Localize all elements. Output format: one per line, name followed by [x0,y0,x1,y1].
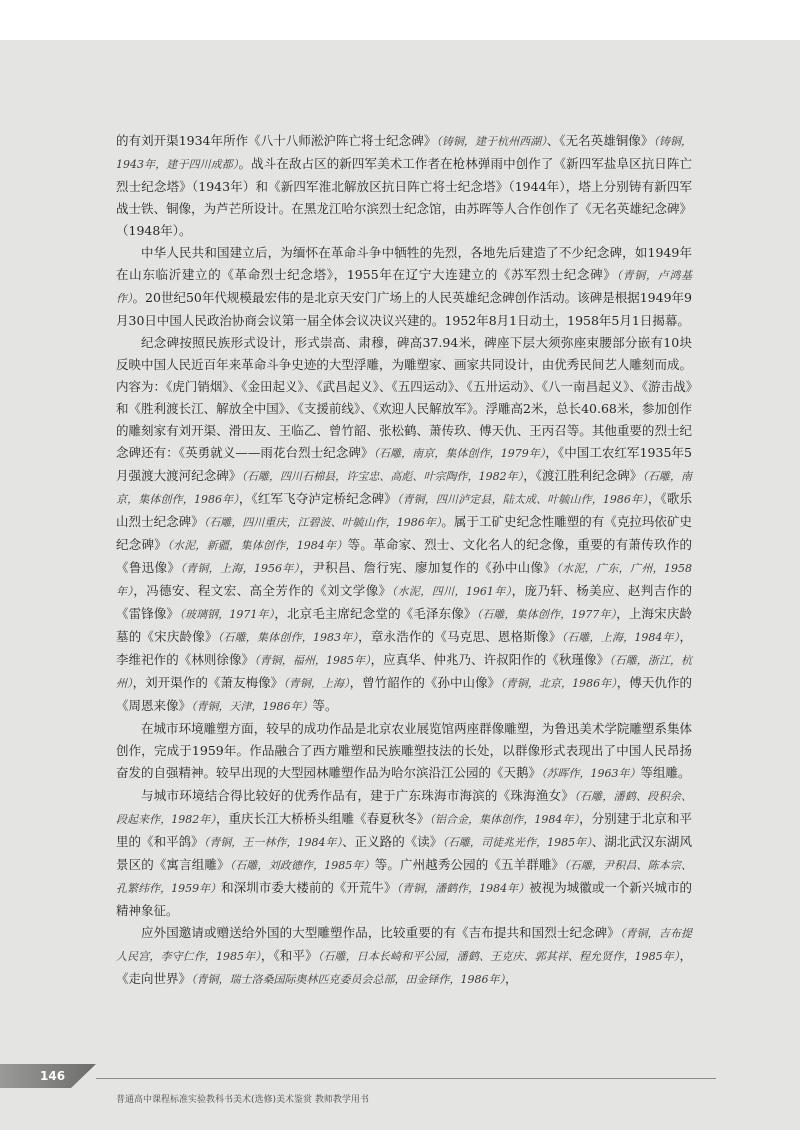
text-run: ，北京毛主席纪念堂的《毛泽东像》 [274,606,477,621]
work-note: （石雕，上海，1984年） [561,631,680,644]
footer-divider [96,1078,716,1079]
text-run: ，《渡江胜利纪念碑》 [523,468,643,483]
work-note: （青铜，上海，1956年） [180,562,300,575]
text-run: ，分别建于北京和平里的《和平鸽》 [116,811,692,849]
text-run: 等。革命家、烈士、文化名人的纪念像，重要的有萧传玖作的《鲁迅像》 [116,537,692,575]
text-run: ，李维祀作的《林则徐像》 [116,629,692,667]
page-number: 146 [40,1069,66,1083]
text-run: ，冯德安、程文宏、高全芳作的《刘文学像》 [133,583,392,598]
text-run: 与城市环境结合得比较好的优秀作品有，建于广东珠海市海滨的《珠海渔女》 [141,788,575,803]
text-run: 、正义路的《读》 [342,834,443,849]
work-note: （铝合金，集体创作，1984年） [429,813,580,826]
text-run: 被视为城徽或一个新兴城市的精神象征。 [116,880,692,918]
text-run: 和深圳市委大楼前的《开荒牛》 [221,880,397,895]
paragraph [116,242,692,332]
book-page [0,40,800,1130]
text-run: ，傅天仇作的《周恩来像》 [116,675,692,713]
text-run: ， [505,971,518,986]
text-run: ，曾竹韶作的《孙中山像》 [349,675,501,690]
work-note: （苏晖作，1963年） [541,767,641,780]
work-note: （石雕，集体创作，1983年） [217,631,359,644]
paragraph [116,718,692,785]
text-run: ，应真华、仲兆乃、许叔阳作的《秋瑾像》 [370,652,610,667]
text-run: 。20世纪50年代规模最宏伟的是北京天安门广场上的人民英雄纪念碑创作活动。该碑是根据1949年9月30日中国人民政治协商会议第一届全体会议决议兴建的。1952年8月1日动土，1958年5月1日揭幕。 [116,290,693,328]
text-run: 的有刘开渠1934年所作《八十八师淞沪阵亡将士纪念碑》 [116,133,437,148]
work-note: （青铜，北京，1986年） [500,677,617,690]
work-note: （石雕，南京，集体创作，1986年） [116,470,692,506]
work-note: （石雕，南京，集体创作，1979年） [373,447,546,460]
work-note: （石雕，潘鹤、段积余、段起来作，1982年） [116,790,692,826]
text-run: ，《走向世界》 [116,948,692,986]
text-run: ，《和平》 [260,948,318,963]
text-run: 在城市环境雕塑方面，较早的成功作品是北京农业展览馆两座群像雕塑，为鲁迅美术学院雕塑系集体创作，完成于1959年。作品融合了西方雕塑和民族雕塑技法的长处，以群像形式表现出了中国人民昂扬奋发的自强精神。较早出现的大型园林雕塑作品为哈尔滨沿江公园的《天鹅》 [116,721,692,780]
work-note: （青铜，吉布提人民宫，李守仁作，1985年） [116,927,692,963]
footer-book-title: 普通高中课程标准实验教科书美术(选修)美术鉴赏 教师教学用书 [116,1095,369,1105]
text-run: 、湖北武汉东湖风景区的《寓言组雕》 [116,834,692,872]
work-note: （石雕，四川石棉县，许宝忠、高彪、叶宗陶作，1982年） [241,470,524,483]
text-run: 、《无名英雄铜像》 [546,133,654,148]
work-note: （石雕，四川重庆，江碧波、叶毓山作，1986年） [203,516,442,529]
text-run: 。战斗在敌占区的新四军美术工作者在枪林弹雨中创作了《新四军盐阜区抗日阵亡烈士纪念塔》（1943年）和《新四军淮北解放区抗日阵亡将士纪念塔》（1944年），塔上分别铸有新四军战士铁、铜像，为芦芒所设计。在黑龙江哈尔滨烈士纪念馆，由苏晖等人合作创作了《无名英雄纪念碑》（1948年）。 [116,156,692,238]
paragraph [116,130,692,242]
work-note: （石雕，司徒兆光作，1985年） [442,836,592,849]
body-text [116,130,692,991]
work-note: （水泥，新疆，集体创作，1984年） [167,539,348,552]
work-note: （青铜，潘鹤作，1984年） [396,882,530,895]
text-run: ，《中国工农红军1935年5月强渡大渡河纪念碑》 [116,445,692,483]
text-run: ，重庆长江大桥桥头组雕《春夏秋冬》 [215,811,430,826]
text-run: ，《歌乐山烈士纪念碑》 [116,491,692,529]
text-run: 。属于工矿史纪念性雕塑的有《克拉玛依矿史纪念碑》 [116,514,692,552]
work-note: （青铜，瑞士洛桑国际奥林匹克委员会总部，田金铎作，1986年） [191,973,506,986]
text-run: 应外国邀请或赠送给外国的大型雕塑作品，比较重要的有《吉布提共和国烈士纪念碑》 [141,925,620,940]
work-note: （石雕，浙江，杭州） [116,654,692,690]
work-note: （石雕，尹积昌、陈本宗、孔繁纬作，1959年） [116,859,692,895]
work-note: （玻璃钢，1971年） [179,608,275,621]
work-note: （水泥，广东，广州，1958年） [116,562,692,598]
work-note: （青铜，天津，1986年） [191,700,313,713]
work-note: （铸铜，1943年，建于四川成都） [116,135,692,171]
work-note: （铸铜，建于杭州西湖） [436,135,547,148]
text-run: ，尹积昌、詹行宪、廖加复作的《孙中山像》 [299,560,557,575]
work-note: （石雕，日本长崎和平公园，潘鹤、王克庆、郭其祥、程允贤作，1985年） [317,950,680,963]
work-note: （水泥，四川，1961年） [391,585,512,598]
text-run: 中华人民共和国建立后，为缅怀在革命斗争中牺牲的先烈，各地先后建造了不少纪念碑，如1949年在山东临沂建立的《革命烈士纪念塔》，1955年在辽宁大连建立的《苏军烈士纪念碑》 [116,245,692,282]
text-run: 等。广州越秀公园的《五羊群雕》 [374,857,565,872]
text-run: ，上海宋庆龄墓的《宋庆龄像》 [116,606,692,644]
text-run: 等。 [312,698,338,713]
paragraph [116,332,692,718]
text-run: ，庞乃轩、杨美应、赵判吉作的《雷锋像》 [116,583,692,621]
work-note: （青铜，福州，1985年） [254,654,371,667]
text-run: ，章永浩作的《马克思、恩格斯像》 [358,629,562,644]
work-note: （青铜，卢鸿基作） [116,269,692,305]
text-run: ，刘开渠作的《萧友梅像》 [132,675,284,690]
work-note: （青铜，四川泸定县，陆太成、叶毓山作，1986年） [396,493,648,506]
text-run: 纪念碑按照民族形式设计，形式崇高、肃穆，碑高37.94米，碑座下层大须弥座束腰部分嵌有10块反映中国人民近百年来革命斗争史迹的大型浮雕，为雕塑家、画家共同设计，由优秀民间艺人雕刻而成。内容为：《虎门销烟》、《金田起义》、《武昌起义》、《五四运动》、《五卅运动》、《八一南昌起义》、《游击战》和《胜利渡长江、解放全中国》、《支援前线》、《欢迎人民解放军》。浮雕高2米，总长40.68米，参加创作的雕刻家有刘开渠、滑田友、王临乙、曾竹韶、张松鹤、萧传玖、傅天仇、王丙召等。其他重要的烈士纪念碑还有：《英勇就义——雨花台烈士纪念碑》 [116,335,692,460]
paragraph [116,785,692,922]
text-run: 等组雕。 [640,765,691,780]
page-number-tab [0,1064,96,1088]
paragraph [116,922,692,991]
work-note: （石雕，集体创作，1977年） [476,608,617,621]
text-run: ，《红军飞夺泸定桥纪念碑》 [238,491,397,506]
work-note: （青铜，上海） [283,677,350,690]
work-note: （青铜，王一林作，1984年） [203,836,343,849]
work-note: （石雕，刘政德作，1985年） [229,859,375,872]
